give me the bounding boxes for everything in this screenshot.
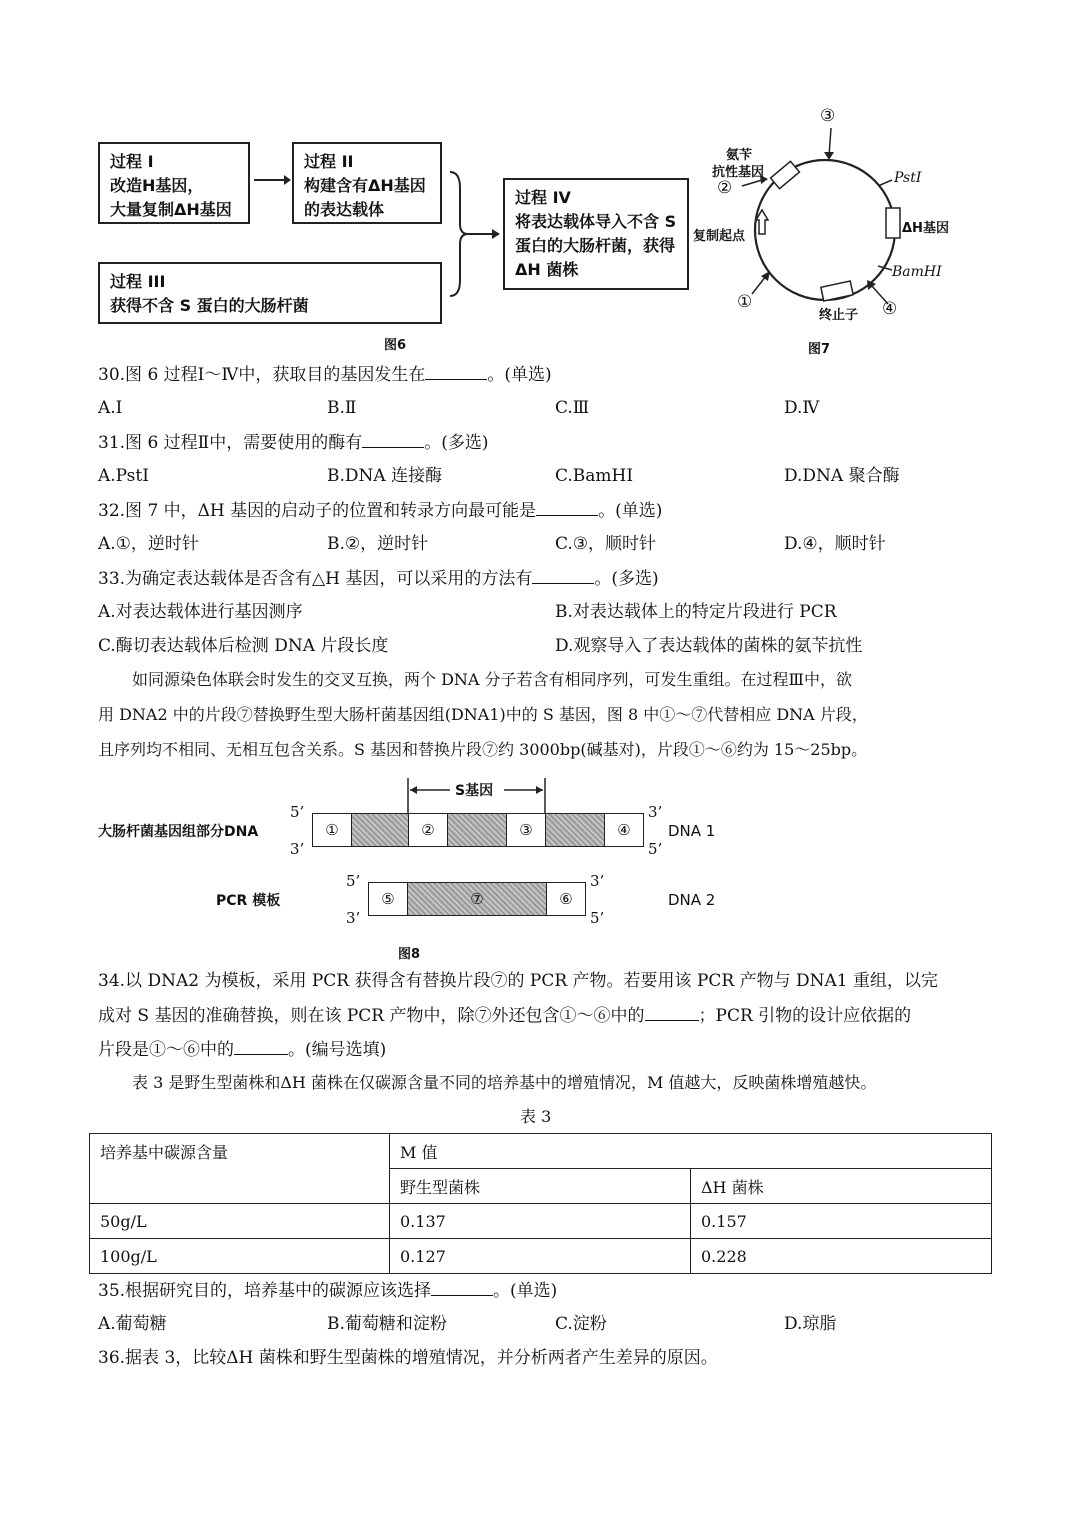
- process-1-title: 过程 I: [110, 152, 154, 171]
- segment-7: ⑦: [407, 882, 547, 916]
- table3-header-dh: ΔH 菌株: [691, 1169, 992, 1204]
- process-3-line1: 获得不含 S 蛋白的大肠杆菌: [110, 296, 309, 315]
- q34-line3: [98, 1037, 386, 1062]
- q32-option-c[interactable]: C.③，顺时针: [555, 534, 657, 554]
- fig6-caption: 图6: [384, 338, 407, 353]
- process-1-box: [98, 142, 250, 224]
- pst-label: PstI: [894, 170, 922, 186]
- process-2-box: [292, 142, 442, 224]
- fig7-caption: 图7: [808, 342, 831, 357]
- q34-blank-2[interactable]: [234, 1037, 288, 1055]
- segment-2: ②: [408, 813, 448, 847]
- q30-stem-text: 30.图 6 过程Ⅰ～Ⅳ中，获取目的基因发生在: [98, 365, 426, 385]
- q32-stem: [98, 498, 662, 523]
- q35-stem: [98, 1278, 557, 1303]
- q31-stem: [98, 430, 488, 455]
- table3-row2-carbon: 100g/L: [90, 1239, 390, 1274]
- q31-stem-text: 31.图 6 过程Ⅱ中，需要使用的酶有: [98, 433, 363, 453]
- table3-header-carbon: 培养基中碳源含量: [90, 1134, 390, 1204]
- q33-stem: [98, 566, 659, 591]
- process-4-box: [503, 178, 689, 290]
- q32-option-a[interactable]: A.①，逆时针: [98, 534, 199, 554]
- bam-label: BamHI: [892, 264, 942, 280]
- q30-option-d[interactable]: D.Ⅳ: [784, 398, 820, 418]
- segment-dna1-fill-c: [545, 813, 605, 847]
- q33-blank[interactable]: [532, 566, 594, 584]
- q32-option-b[interactable]: B.②，逆时针: [327, 534, 429, 554]
- segment-5: ⑤: [368, 882, 408, 916]
- dna1-5prime-left: 5’: [290, 803, 305, 821]
- table-3: [89, 1133, 992, 1274]
- table3-row1-dh: 0.157: [691, 1204, 992, 1239]
- terminator-label: 终止子: [819, 308, 859, 323]
- table3-caption: 表 3: [520, 1107, 552, 1126]
- segment-dna1-fill-a: [351, 813, 409, 847]
- table3-header-wild: 野生型菌株: [390, 1169, 691, 1204]
- ori-label: 复制起点: [693, 229, 746, 244]
- terminator-box: [821, 281, 853, 301]
- dna2-5prime-right: 5’: [590, 909, 605, 927]
- process-2-line1: 构建含有ΔH基因: [304, 176, 426, 195]
- dna2-5prime-left: 5’: [346, 872, 361, 890]
- process-4-title: 过程 IV: [515, 188, 571, 207]
- q34-line1: 34.以 DNA2 为模板，采用 PCR 获得含有替换片段⑦的 PCR 产物。若要用该 PCR 产物与 DNA1 重组，以完: [98, 971, 939, 991]
- q30-tail: 。(单选): [487, 365, 552, 385]
- q35-tail: 。(单选): [493, 1281, 558, 1301]
- brace-arrow: [446, 168, 502, 302]
- q34-line2-a: 成对 S 基因的准确替换，则在该 PCR 产物中，除⑦外还包含①～⑥中的: [98, 1006, 645, 1026]
- segment-6: ⑥: [546, 882, 586, 916]
- q35-option-d[interactable]: D.琼脂: [784, 1314, 837, 1334]
- q35-option-a[interactable]: A.葡萄糖: [98, 1314, 167, 1334]
- marker-1: ①: [737, 292, 753, 312]
- dna1-3prime-left: 3’: [290, 840, 305, 858]
- q34-line2-b: ；PCR 引物的设计应依据的: [698, 1006, 912, 1026]
- process-3-title: 过程 III: [110, 272, 166, 291]
- marker-2: ②: [717, 178, 733, 198]
- dna1-name: DNA 1: [668, 822, 716, 840]
- q33-stem-text: 33.为确定表达载体是否含有△H 基因，可以采用的方法有: [98, 569, 533, 589]
- q35-blank[interactable]: [431, 1278, 493, 1296]
- q35-stem-text: 35.根据研究目的，培养基中的碳源应该选择: [98, 1281, 432, 1301]
- q31-option-a[interactable]: A.PstⅠ: [98, 466, 149, 486]
- arrow-marker-3: [829, 128, 831, 156]
- dna1-desc: 大肠杆菌基因组部分DNA: [98, 824, 259, 840]
- q30-option-b[interactable]: B.Ⅱ: [327, 398, 357, 418]
- dna1-5prime-right: 5’: [648, 840, 663, 858]
- process-2-line2: 的表达载体: [304, 200, 385, 219]
- q30-option-a[interactable]: A.Ⅰ: [98, 398, 123, 418]
- arrow-p1-p2: [252, 172, 292, 188]
- q34-line2: [98, 1003, 911, 1028]
- q30-stem: [98, 362, 552, 387]
- pst-site: [878, 180, 892, 186]
- process-4-line2: 蛋白的大肠杆菌，获得: [515, 236, 676, 255]
- segment-4: ④: [604, 813, 644, 847]
- table3-row1-carbon: 50g/L: [90, 1204, 390, 1239]
- amp-label-line1: 氨苄: [726, 148, 753, 163]
- segment-3: ③: [506, 813, 546, 847]
- q34-line3-a: 片段是①～⑥中的: [98, 1040, 234, 1060]
- q34-line3-b: 。(编号选填): [288, 1040, 387, 1060]
- process-3-box: [98, 262, 442, 324]
- para2: 表 3 是野生型菌株和ΔH 菌株在仅碳源含量不同的培养基中的增殖情况，M 值越大，反映菌株增殖越快。: [132, 1073, 877, 1092]
- q33-option-c[interactable]: C.酶切表达载体后检测 DNA 片段长度: [98, 636, 389, 656]
- amp-gene-box: [771, 161, 800, 188]
- table-row: [90, 1204, 992, 1239]
- dna1-3prime-right: 3’: [648, 803, 663, 821]
- dna2-3prime-left: 3’: [346, 909, 361, 927]
- q31-option-c[interactable]: C.BamHⅠ: [555, 466, 634, 486]
- marker-4: ④: [882, 299, 898, 319]
- amp-label-line2: 抗性基因: [712, 165, 765, 180]
- q31-option-b[interactable]: B.DNA 连接酶: [327, 466, 443, 486]
- q32-stem-text: 32.图 7 中，ΔH 基因的启动子的位置和转录方向最可能是: [98, 501, 537, 521]
- q35-option-b[interactable]: B.葡萄糖和淀粉: [327, 1314, 447, 1334]
- q32-blank[interactable]: [536, 498, 598, 516]
- process-1-line1: 改造H基因，: [110, 176, 204, 195]
- table3-row1-wild: 0.137: [390, 1204, 691, 1239]
- segment-1: ①: [312, 813, 352, 847]
- q33-tail: 。(多选): [594, 569, 659, 589]
- arrow-marker-2: [742, 180, 762, 186]
- q32-tail: 。(单选): [598, 501, 663, 521]
- q33-option-a[interactable]: A.对表达载体进行基因测序: [98, 602, 303, 622]
- fig8-caption: 图8: [398, 947, 421, 962]
- para1-line1: 如同源染色体联会时发生的交叉互换，两个 DNA 分子若含有相同序列，可发生重组。在过程Ⅲ中，欲: [132, 670, 852, 689]
- para1-line2: 用 DNA2 中的片段⑦替换野生型大肠杆菌基因组(DNA1)中的 S 基因，图 8 中①～⑦代替相应 DNA 片段，: [98, 705, 868, 724]
- process-4-line3: ΔH 菌株: [515, 260, 579, 279]
- q31-tail: 。(多选): [424, 433, 489, 453]
- q30-option-c[interactable]: C.Ⅲ: [555, 398, 590, 418]
- process-4-line1: 将表达载体导入不含 S: [515, 212, 677, 231]
- dna2-3prime-right: 3’: [590, 872, 605, 890]
- pcr-template-label: PCR 模板: [216, 893, 281, 909]
- sgene-label: S基因: [455, 783, 494, 799]
- q33-option-d[interactable]: D.观察导入了表达载体的菌株的氨苄抗性: [555, 636, 863, 656]
- table3-row2-wild: 0.127: [390, 1239, 691, 1274]
- marker-3: ③: [820, 106, 836, 126]
- q32-option-d[interactable]: D.④，顺时针: [784, 534, 886, 554]
- segment-dna1-fill-b: [447, 813, 507, 847]
- q30-blank[interactable]: [425, 362, 487, 380]
- q36-stem: 36.据表 3，比较ΔH 菌株和野生型菌株的增殖情况，并分析两者产生差异的原因。: [98, 1348, 718, 1368]
- dh-label: ΔH基因: [902, 221, 949, 236]
- table-row: [90, 1239, 992, 1274]
- table3-header-m: M 值: [390, 1134, 992, 1169]
- q31-blank[interactable]: [362, 430, 424, 448]
- process-1-line2: 大量复制ΔH基因: [110, 200, 232, 219]
- arrow-marker-1: [752, 276, 766, 294]
- q35-option-c[interactable]: C.淀粉: [555, 1314, 607, 1334]
- q33-option-b[interactable]: B.对表达载体上的特定片段进行 PCR: [555, 602, 837, 622]
- q34-blank-1[interactable]: [645, 1003, 699, 1021]
- q31-option-d[interactable]: D.DNA 聚合酶: [784, 466, 900, 486]
- dna2-name: DNA 2: [668, 891, 716, 909]
- process-2-title: 过程 II: [304, 152, 354, 171]
- table3-row2-dh: 0.228: [691, 1239, 992, 1274]
- dh-gene-box: [886, 208, 900, 238]
- para1-line3: 且序列均不相同、无相互包含关系。S 基因和替换片段⑦约 3000bp(碱基对)，片段①～⑥约为 15～25bp。: [98, 740, 868, 759]
